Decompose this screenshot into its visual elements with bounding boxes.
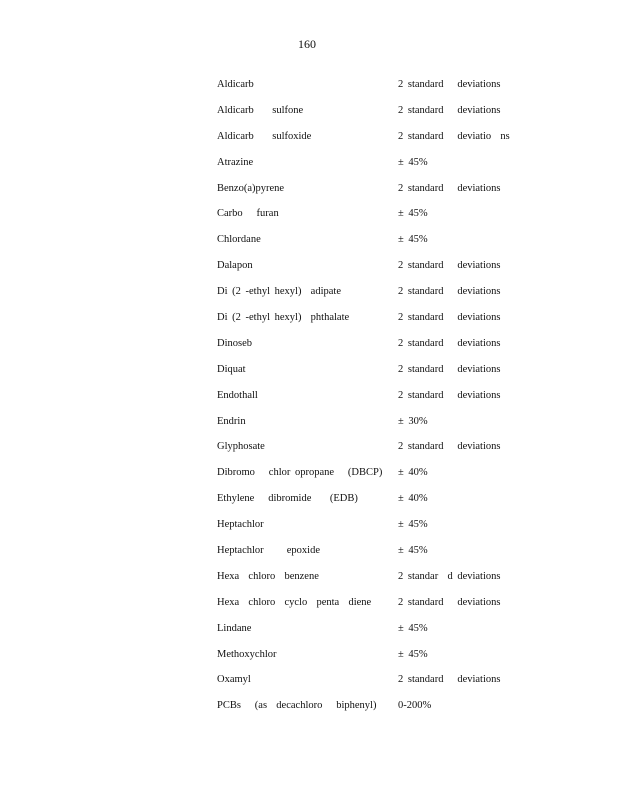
contaminant-name: Oxamyl — [217, 674, 251, 686]
acceptance-limit: ± 45% — [398, 234, 428, 246]
acceptance-limit: ± 45% — [398, 622, 428, 634]
table-row — [217, 694, 537, 720]
contaminant-name: Ethylene dibromide (EDB) — [217, 493, 358, 505]
acceptance-limit: 2 standard deviations — [398, 312, 501, 324]
contaminant-table — [217, 73, 537, 720]
acceptance-limit: 2 standard deviations — [398, 363, 501, 375]
acceptance-limit: 2 standard deviations — [398, 441, 501, 453]
contaminant-name: Aldicarb sulfone — [217, 104, 304, 116]
contaminant-name: Benzo(a)pyrene — [217, 182, 285, 194]
acceptance-limit: 2 standard deviations — [398, 286, 501, 298]
table-row — [217, 202, 537, 228]
contaminant-name: Di (2 -ethyl hexyl) phthalate — [217, 312, 350, 324]
acceptance-limit: 2 standard deviatio ns — [398, 130, 510, 142]
contaminant-name: Dinoseb — [217, 337, 252, 349]
acceptance-limit: 2 standard deviations — [398, 337, 501, 349]
contaminant-name: PCBs (as decachloro biphenyl) — [217, 700, 377, 712]
acceptance-limit: ± 45% — [398, 545, 428, 557]
contaminant-name: Methoxychlor — [217, 648, 277, 660]
table-row — [217, 384, 537, 410]
table-row — [217, 668, 537, 694]
contaminant-name: Dalapon — [217, 260, 253, 272]
table-row — [217, 73, 537, 99]
contaminant-name: Endothall — [217, 389, 258, 401]
table-row — [217, 177, 537, 203]
table-row — [217, 332, 537, 358]
acceptance-limit: 2 standard deviations — [398, 260, 501, 272]
table-row — [217, 513, 537, 539]
table-row — [217, 99, 537, 125]
table-row — [217, 435, 537, 461]
table-row — [217, 358, 537, 384]
acceptance-limit: 2 standard deviations — [398, 79, 501, 90]
contaminant-name: Heptachlor — [217, 519, 264, 531]
page-number: 160 — [298, 37, 316, 51]
contaminant-name: Chlordane — [217, 234, 261, 246]
table-row — [217, 228, 537, 254]
acceptance-limit: 2 standard deviations — [398, 674, 501, 686]
contaminant-name: Aldicarb — [217, 79, 254, 90]
acceptance-limit: 2 standar d deviations — [398, 570, 501, 582]
table-row — [217, 461, 537, 487]
table-row — [217, 565, 537, 591]
acceptance-limit: ± 45% — [398, 156, 428, 168]
contaminant-name: Carbo furan — [217, 208, 279, 220]
contaminant-name: Lindane — [217, 622, 252, 634]
acceptance-limit: ± 40% — [398, 493, 428, 505]
table-row — [217, 539, 537, 565]
acceptance-limit: ± 45% — [398, 519, 428, 531]
table-row — [217, 254, 537, 280]
table-row — [217, 306, 537, 332]
contaminant-name: Dibromo chlor opropane (DBCP) — [217, 467, 383, 479]
table-row — [217, 487, 537, 513]
acceptance-limit: 0-200% — [398, 700, 432, 712]
table-row — [217, 617, 537, 643]
contaminant-name: Hexa chloro benzene — [217, 570, 319, 582]
contaminant-name: Diquat — [217, 363, 246, 375]
table-row — [217, 151, 537, 177]
table-row — [217, 280, 537, 306]
contaminant-name: Atrazine — [217, 156, 254, 168]
table-row — [217, 410, 537, 436]
contaminant-name: Hexa chloro cyclo penta diene — [217, 596, 372, 608]
contaminant-name: Endrin — [217, 415, 246, 427]
acceptance-limit: 2 standard deviations — [398, 596, 501, 608]
acceptance-limit: ± 30% — [398, 415, 428, 427]
contaminant-name: Di (2 -ethyl hexyl) adipate — [217, 286, 342, 298]
acceptance-limit: ± 45% — [398, 648, 428, 660]
acceptance-limit: ± 40% — [398, 467, 428, 479]
acceptance-limit: 2 standard deviations — [398, 182, 501, 194]
acceptance-limit: ± 45% — [398, 208, 428, 220]
contaminant-name: Aldicarb sulfoxide — [217, 130, 312, 142]
table-row — [217, 125, 537, 151]
table-row — [217, 643, 537, 669]
contaminant-name: Heptachlor epoxide — [217, 545, 321, 557]
acceptance-limit: 2 standard deviations — [398, 389, 501, 401]
acceptance-limit: 2 standard deviations — [398, 104, 501, 116]
contaminant-name: Glyphosate — [217, 441, 265, 453]
table-row — [217, 591, 537, 617]
